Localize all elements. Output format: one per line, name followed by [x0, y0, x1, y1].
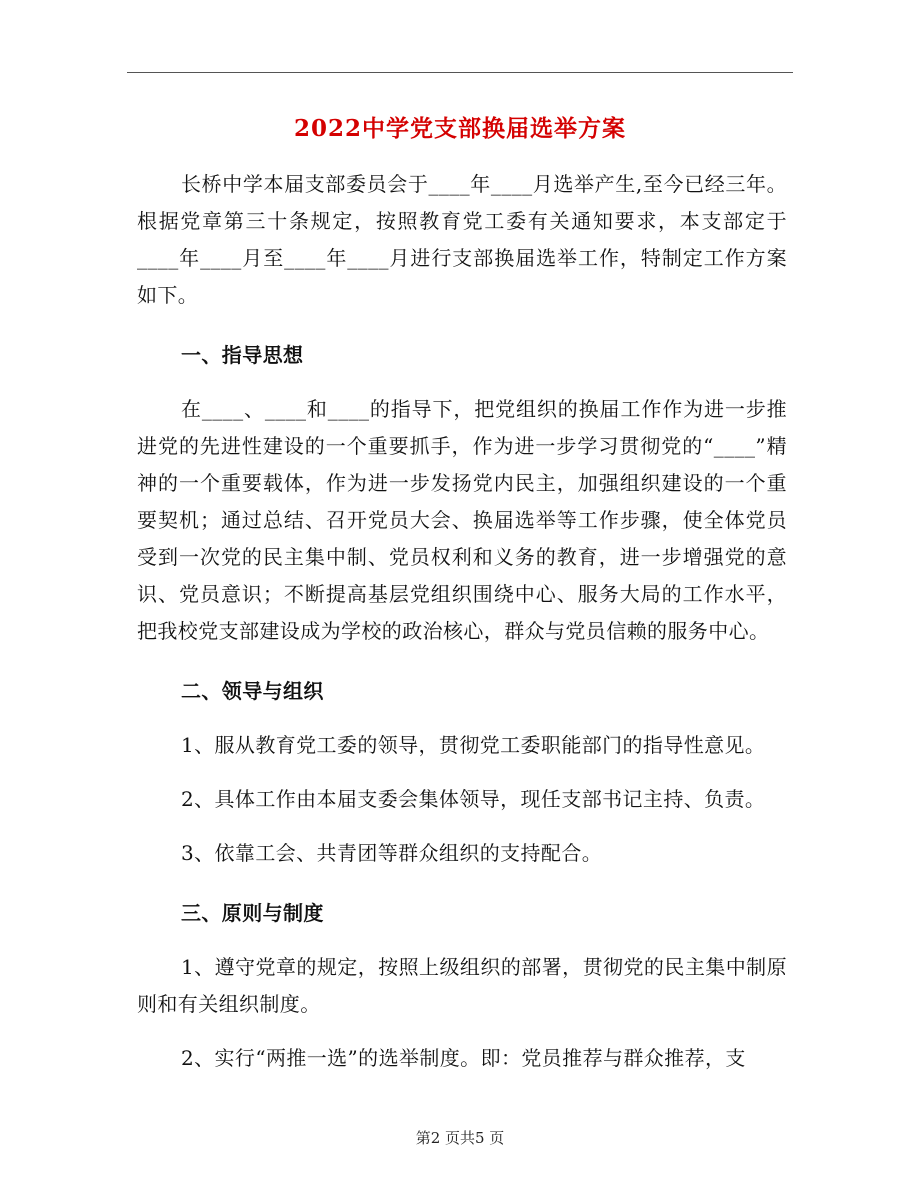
- principles-item-1: 1、遵守党章的规定，按照上级组织的部署，贯彻党的民主集中制原则和有关组织制度。: [137, 955, 787, 1016]
- guiding-thought-paragraph: 在____、____和____的指导下，把党组织的换届工作作为进一步推进党的先进性建设的一个重要抓手，作为进一步学习贯彻党的“____”精神的一个重要载体，作为进一步发扬党内民主，加强组织建设的一个重要契机；通过总结、召开党员大会、换届选举等工作步骤，使全体党员受到一次党的民主集中制、党员权利和义务的教育，进一步增强党的意识、党员意识；不断提高基层党组织围绕中心、服务大局的工作水平，把我校党支部建设成为学校的政治核心，群众与党员信赖的服务中心。: [137, 397, 787, 643]
- section-heading-principles: 三、原则与制度: [181, 901, 324, 925]
- principles-item-2: 2、实行“两推一选”的选举制度。即：党员推荐与群众推荐，支: [181, 1046, 746, 1070]
- leadership-item-2: 2、具体工作由本届支委会集体领导，现任支部书记主持、负责。: [181, 787, 766, 811]
- section-heading-leadership: 二、领导与组织: [181, 679, 324, 703]
- page-number: 第2 页共5 页: [415, 1129, 505, 1147]
- document-body: [137, 166, 787, 1077]
- document-title: 2022中学党支部换届选举方案: [293, 115, 626, 142]
- leadership-item-3: 3、依靠工会、共青团等群众组织的支持配合。: [181, 841, 603, 865]
- header-rule: [127, 72, 793, 73]
- intro-paragraph: 长桥中学本届支部委员会于____年____月选举产生,至今已经三年。根据党章第三十条规定，按照教育党工委有关通知要求，本支部定于____年____月至____年____月进行支部换届选举工作，特制定工作方案如下。: [137, 172, 787, 307]
- leadership-item-1: 1、服从教育党工委的领导，贯彻党工委职能部门的指导性意见。: [181, 733, 766, 757]
- section-heading-guiding-thought: 一、指导思想: [181, 343, 304, 367]
